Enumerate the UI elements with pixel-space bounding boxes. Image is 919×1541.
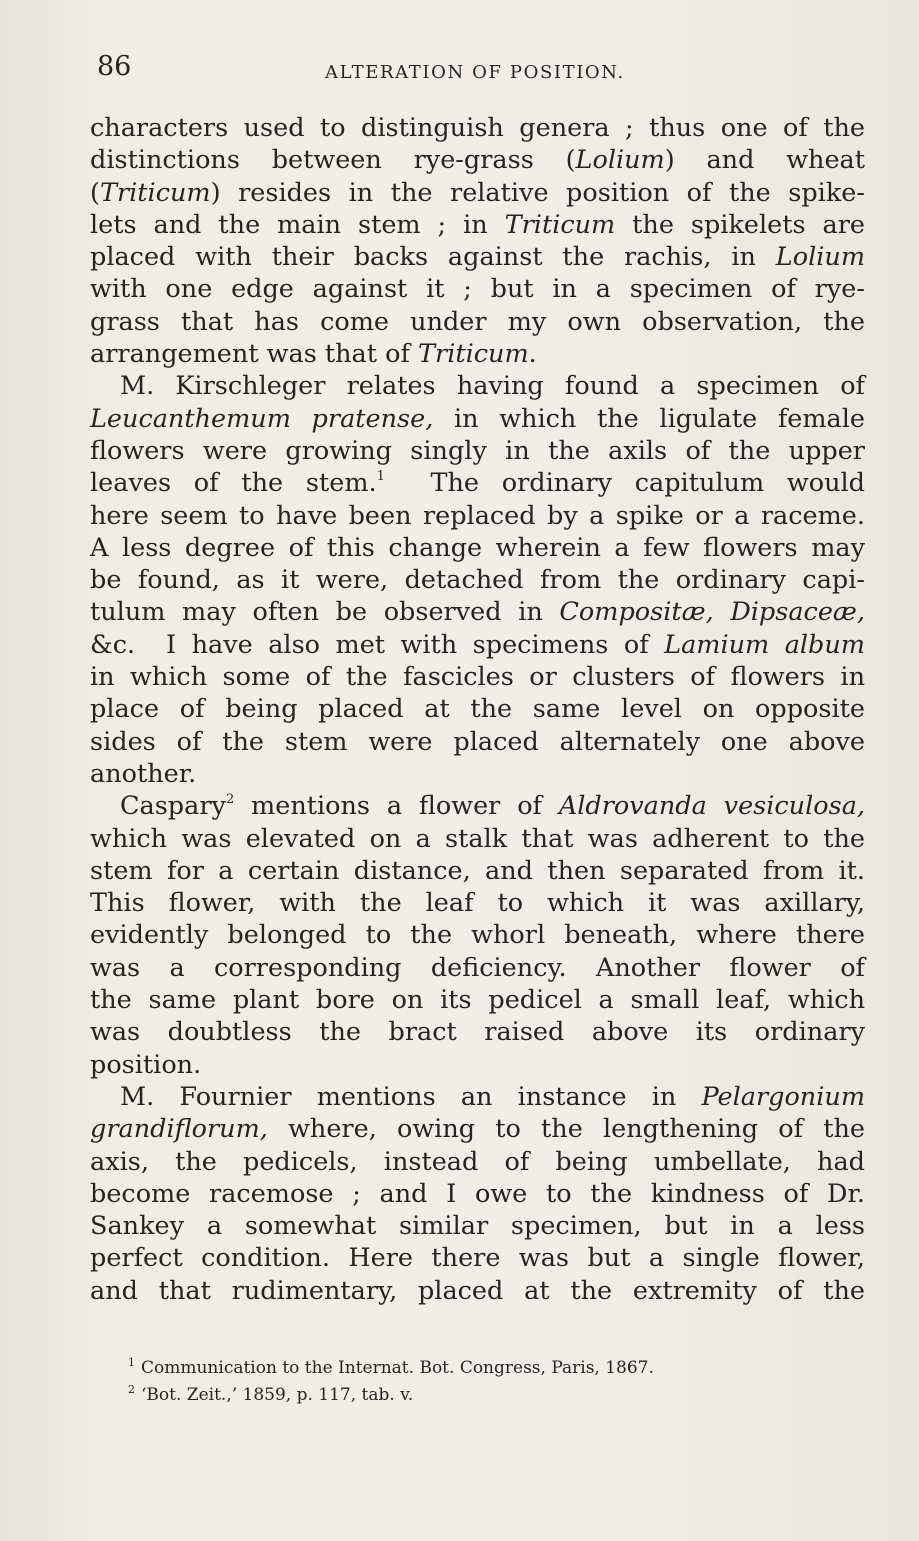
- footnote-mark: 1: [128, 1356, 135, 1369]
- italic-term: Compositæ, Dipsaceæ,: [559, 597, 865, 628]
- italic-term: Lamium album: [664, 629, 865, 660]
- footnote: [128, 1379, 808, 1406]
- footnotes: [128, 1352, 808, 1406]
- page-number: 86: [97, 51, 132, 82]
- text-line: flowers were growing singly in the axils of the upper: [90, 435, 865, 466]
- italic-term: Lolium: [775, 242, 865, 273]
- italic-term: Pelargonium: [701, 1081, 865, 1112]
- italic-term: Aldrovanda vesiculosa,: [558, 791, 866, 822]
- text-line: grass that has come under my own observation, the: [90, 306, 865, 337]
- text-line: placed with their backs against the rachis, in Lolium: [90, 242, 865, 273]
- italic-term: Leucanthemum pratense,: [90, 403, 434, 434]
- text-line: Leucanthemum pratense, in which the ligulate female: [90, 403, 865, 434]
- footnote: [128, 1352, 808, 1379]
- text-line: [90, 467, 865, 499]
- text-line: here seem to have been replaced by a spike or a raceme.: [90, 500, 865, 531]
- text-line: the same plant bore on its pedicel a small leaf, which: [90, 985, 865, 1016]
- text-line: evidently belonged to the whorl beneath, where there: [90, 920, 865, 951]
- text-line: perfect condition. Here there was but a single flower,: [90, 1243, 865, 1274]
- text-line: become racemose ; and I owe to the kindness of Dr.: [90, 1178, 865, 1209]
- text-line: lets and the main stem ; in Triticum the spikelets are: [90, 209, 865, 240]
- text-line: and that rudimentary, placed at the extremity of the: [90, 1275, 865, 1306]
- text-line: another.: [90, 758, 197, 789]
- text-fragment: The ordinary capitulum would: [430, 468, 865, 499]
- text-line: distinctions between rye-grass (Lolium) and wheat: [90, 145, 865, 176]
- text-line: was doubtless the bract raised above its ordinary: [90, 1017, 865, 1048]
- text-line: in which some of the fascicles or clusters of flowers in: [90, 662, 865, 693]
- text-line: which was elevated on a stalk that was adherent to the: [90, 823, 865, 854]
- text-line: tulum may often be observed in Compositæ, Dipsaceæ,: [90, 597, 865, 628]
- text-line: stem for a certain distance, and then separated from it.: [90, 855, 865, 886]
- paragraph-start: M. Fournier mentions an instance in Pelargonium: [120, 1081, 865, 1112]
- italic-term: grandiflorum,: [90, 1114, 268, 1145]
- footnote-text: ‘Bot. Zeit.,’ 1859, p. 117, tab. v.: [141, 1385, 414, 1405]
- text-fragment: leaves of the stem.: [90, 468, 377, 499]
- italic-term: Triticum: [99, 177, 211, 208]
- paragraph-start: M. Kirschleger relates having found a specimen of: [120, 371, 865, 402]
- footnote-text: Communication to the Internat. Bot. Congress, Paris, 1867.: [141, 1358, 654, 1378]
- text-line: axis, the pedicels, instead of being umbellate, had: [90, 1146, 865, 1177]
- text-line: sides of the stem were placed alternately one above: [90, 726, 865, 757]
- footnote-mark: 2: [128, 1383, 135, 1396]
- text-line: arrangement was that of Triticum.: [90, 339, 537, 370]
- text-line: Sankey a somewhat similar specimen, but in a less: [90, 1211, 865, 1242]
- page-header: [97, 50, 867, 90]
- text-line: was a corresponding deficiency. Another flower of: [90, 952, 865, 983]
- paragraph-start: Caspary$^2$ mentions a flower of Aldrovanda vesiculosa,: [120, 791, 866, 822]
- text-line: with one edge against it ; but in a specimen of rye-: [90, 274, 865, 305]
- text-line: characters used to distinguish genera ; thus one of the: [90, 113, 865, 143]
- footnote-ref: 1: [376, 469, 385, 485]
- footnote-ref: 2: [225, 792, 235, 808]
- running-title: ALTERATION OF POSITION.: [325, 62, 625, 83]
- text-line: place of being placed at the same level on opposite: [90, 694, 865, 725]
- italic-term: Lolium: [575, 145, 665, 176]
- text-line: be found, as it were, detached from the ordinary capi-: [90, 565, 865, 596]
- italic-term: Triticum: [418, 339, 529, 370]
- text-line: &c. I have also met with specimens of Lamium album: [90, 629, 865, 660]
- text-line: grandiflorum, where, owing to the lengthening of the: [90, 1114, 865, 1145]
- text-fragment: Caspary: [120, 791, 226, 822]
- body-text: [90, 112, 865, 1307]
- text-line: A less degree of this change wherein a few flowers may: [90, 532, 865, 563]
- italic-term: Triticum: [504, 209, 616, 240]
- text-line: This flower, with the leaf to which it was axillary,: [90, 888, 865, 919]
- text-line: (Triticum) resides in the relative position of the spike-: [90, 177, 865, 208]
- text-line: position.: [90, 1049, 202, 1080]
